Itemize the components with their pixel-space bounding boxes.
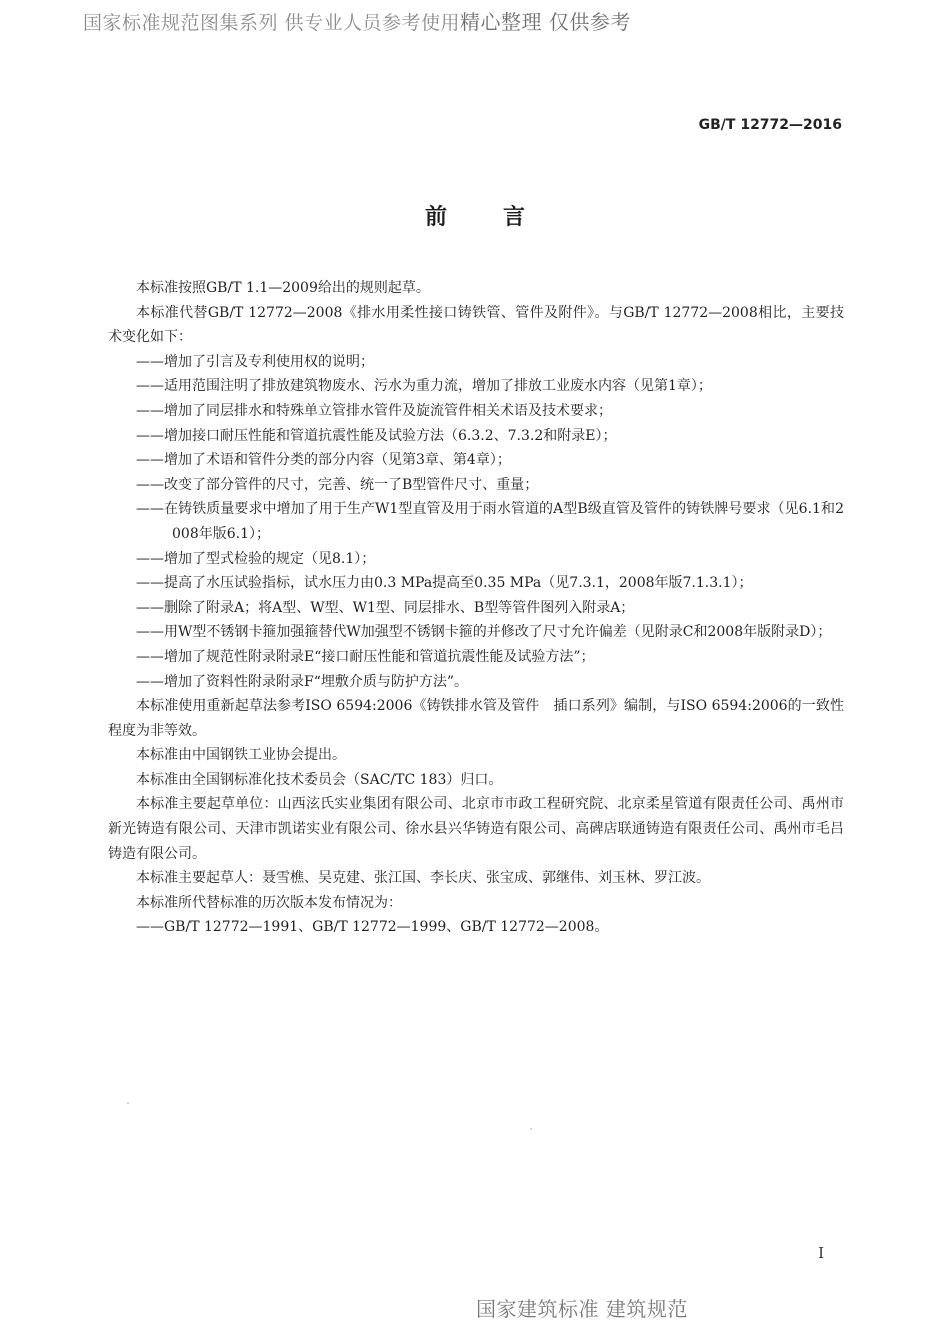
list-item: ——GB/T 12772—1991、GB/T 12772—1999、GB/T 12772—2008。 [136, 919, 609, 936]
list-item: ——适用范围注明了排放建筑物废水、污水为重力流，增加了排放工业废水内容（见第1章）； [136, 378, 712, 395]
paragraph: 本标准所代替标准的历次版本发布情况为： [136, 894, 402, 911]
paragraph: 本标准代替GB/T 12772—2008《排水用柔性接口铸铁管、管件及附件》。与GB/T 12772—2008相比，主要技术变化如下： [108, 304, 844, 346]
page-title: 前言 [424, 205, 581, 230]
list-item: ——用W型不锈钢卡箍加强箍替代W加强型不锈钢卡箍的并修改了尺寸允许偏差（见附录C和2008年版附录D）； [136, 624, 832, 641]
list-item: ——改变了部分管件的尺寸，完善、统一了B型管件尺寸、重量； [136, 476, 539, 493]
list-item: ——删除了附录A；将A型、W型、W1型、同层排水、B型等管件图列入附录A； [136, 599, 635, 616]
scan-speck [127, 1102, 129, 1104]
page-number: I [818, 1244, 824, 1262]
watermark-top-text: 国家标准规范图集系列 供专业人员参考使用 [83, 12, 461, 34]
list-item: ——提高了水压试验指标，试水压力由0.3 MPa提高至0.35 MPa（见7.3.1，2008年版7.1.3.1）； [136, 575, 753, 592]
list-item: ——增加了同层排水和特殊单立管排水管件及旋流管件相关术语及技术要求； [136, 402, 612, 419]
list-item: ——增加了规范性附录附录E“接口耐压性能和管道抗震性能及试验方法”； [136, 648, 595, 665]
standard-number: GB/T 12772—2016 [698, 117, 842, 133]
list-item: ——在铸铁质量要求中增加了用于生产W1型直管及用于雨水管道的A型B级直管及管件的铸铁牌号要求（见6.1和2008年版6.1）； [136, 501, 844, 542]
watermark-top-emphasis: 精心整理 仅供参考 [460, 10, 631, 34]
scan-speck [530, 1128, 532, 1130]
paragraph: 本标准由全国钢标准化技术委员会（SAC/TC 183）归口。 [136, 771, 503, 788]
paragraph: 本标准主要起草单位：山西泫氏实业集团有限公司、北京市市政工程研究院、北京柔星管道有限责任公司、禹州市新光铸造有限公司、天津市凯诺实业有限公司、徐水县兴华铸造有限公司、高碑店联通铸造有限责任公司、禹州市毛吕铸造有限公司。 [108, 796, 844, 862]
list-item: ——增加了型式检验的规定（见8.1）； [136, 550, 376, 567]
list-item: ——增加了资料性附录附录F“埋敷介质与防护方法”。 [136, 673, 469, 690]
paragraph: 本标准使用重新起草法参考ISO 6594:2006《铸铁排水管及管件 插口系列》编制，与ISO 6594:2006的一致性程度为非等效。 [108, 698, 844, 739]
list-item: ——增加了引言及专利使用权的说明； [136, 353, 374, 370]
paragraph: 本标准由中国钢铁工业协会提出。 [136, 747, 346, 764]
list-item: ——增加了术语和管件分类的部分内容（见第3章、第4章）； [136, 452, 511, 469]
foreword-body [108, 276, 844, 940]
watermark-bottom: 国家建筑标准 建筑规范 [476, 1297, 688, 1321]
paragraph: 本标准主要起草人：聂雪樵、吴克建、张江国、李长庆、张宝成、郭继伟、刘玉林、罗江波。 [136, 870, 710, 887]
list-item: ——增加接口耐压性能和管道抗震性能及试验方法（6.3.2、7.3.2和附录E）； [136, 427, 617, 444]
paragraph: 本标准按照GB/T 1.1—2009给出的规则起草。 [136, 280, 430, 296]
watermark-top [83, 6, 631, 35]
